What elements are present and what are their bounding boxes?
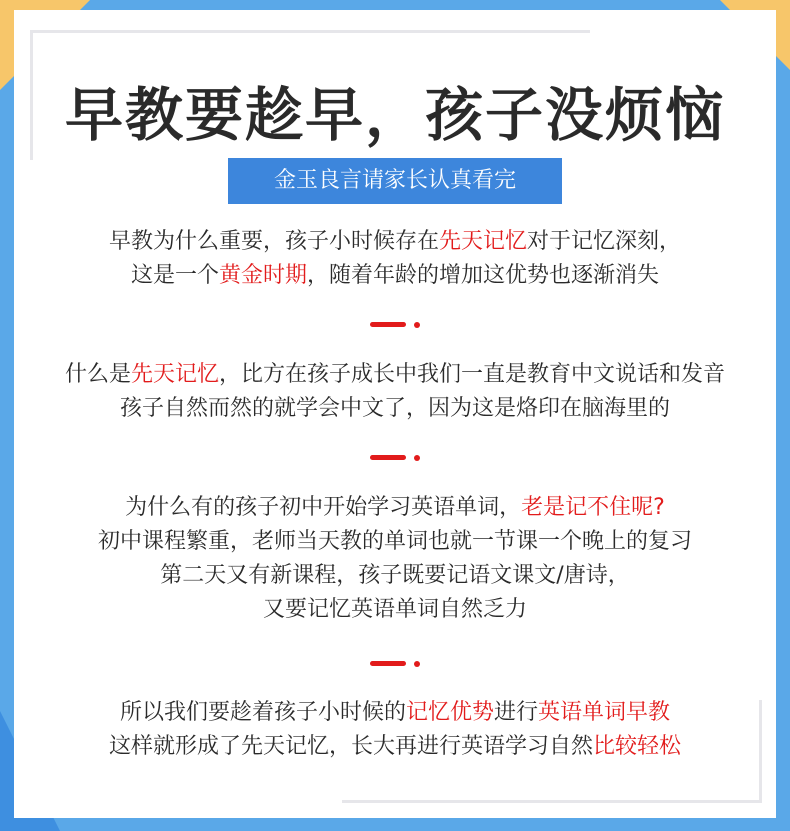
highlight-text: 英语单词早教	[538, 700, 671, 725]
text-line	[14, 593, 776, 627]
highlight-text: 黄金时期	[218, 263, 307, 288]
page-title: 早教要趁早，孩子没烦恼	[64, 81, 725, 149]
body-text: 所以我们要趁着孩子小时候的	[119, 700, 406, 725]
divider-bar	[370, 455, 406, 460]
content-card	[14, 10, 776, 818]
text-line	[14, 392, 776, 426]
highlight-text: 记忆优势	[405, 700, 494, 725]
highlight-text: 先天记忆	[130, 362, 219, 387]
text-line	[14, 525, 776, 559]
frame-line	[342, 800, 762, 803]
text-line	[14, 225, 776, 259]
body-text: 又要记忆英语单词自然乏力	[262, 597, 527, 622]
section-divider	[370, 661, 430, 667]
text-line	[14, 491, 776, 525]
divider-bar	[370, 661, 406, 666]
paragraph-why-early-education	[14, 225, 776, 293]
divider-dot	[414, 455, 420, 461]
highlight-text: 先天记忆	[438, 229, 527, 254]
text-line	[14, 696, 776, 730]
body-text: 什么是	[64, 362, 131, 387]
body-text: 初中课程繁重，老师当天教的单词也就一节课一个晚上的复习	[97, 529, 692, 554]
body-text: 这是一个	[130, 263, 219, 288]
paragraph-middle-school-words	[14, 491, 776, 627]
body-text: 第二天又有新课程，孩子既要记语文课文/唐诗，	[160, 563, 630, 588]
body-text: 为什么有的孩子初中开始学习英语单词，	[125, 495, 522, 520]
text-line	[14, 259, 776, 293]
text-line	[14, 559, 776, 593]
subtitle-banner: 金玉良言请家长认真看完	[228, 158, 562, 204]
text-line	[14, 730, 776, 764]
body-text: 进行	[494, 700, 539, 725]
body-text: ，比方在孩子成长中我们一直是教育中文说话和发音	[219, 362, 726, 387]
paragraph-innate-memory	[14, 358, 776, 426]
section-divider	[370, 322, 430, 328]
divider-dot	[414, 322, 420, 328]
frame-line	[30, 30, 590, 33]
highlight-text: 比较轻松	[593, 734, 682, 759]
paragraph-conclusion	[14, 696, 776, 764]
body-text: ，随着年龄的增加这优势也逐渐消失	[307, 263, 660, 288]
body-text: 孩子自然而然的就学会中文了，因为这是烙印在脑海里的	[119, 396, 670, 421]
divider-dot	[414, 661, 420, 667]
body-text: 对于记忆深刻，	[527, 229, 682, 254]
divider-bar	[370, 322, 406, 327]
body-text: 早教为什么重要，孩子小时候存在	[108, 229, 439, 254]
section-divider	[370, 455, 430, 461]
body-text: 这样就形成了先天记忆，长大再进行英语学习自然	[108, 734, 593, 759]
highlight-text: 老是记不住呢?	[521, 495, 665, 520]
text-line	[14, 358, 776, 392]
